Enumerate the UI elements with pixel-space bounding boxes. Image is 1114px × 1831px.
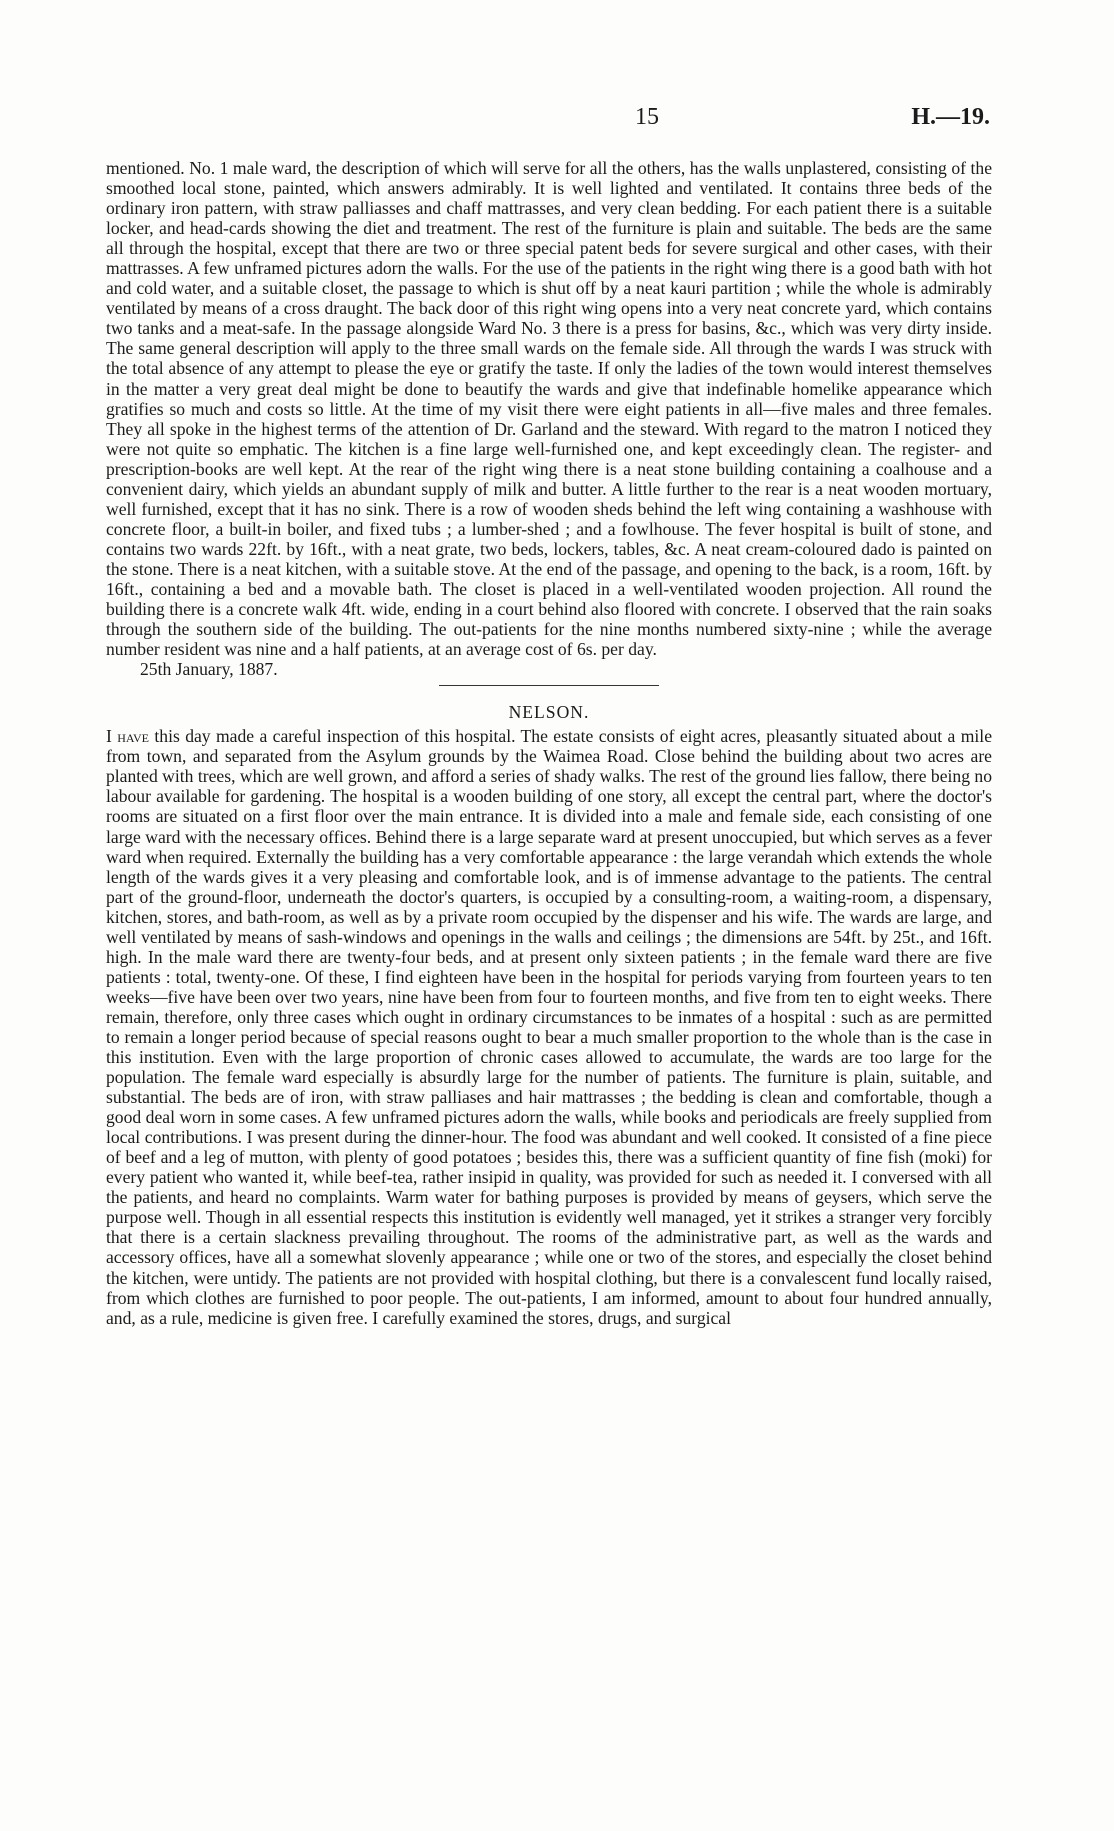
page-header [100,104,990,138]
section-heading-nelson: NELSON. [508,702,590,723]
document-reference: H.—19. [911,104,990,130]
section-divider [439,685,659,686]
opening-small-caps: I have [106,726,150,747]
report-date: 25th January, 1887. [140,659,278,680]
paragraph-hospital-description: mentioned. No. 1 male ward, the description of which will serve for all the others, has the walls unplastered, consisting of the smoothed local stone, painted, which answers admirably. It is well lighted and ventilated. It contains three beds of the ordinary iron pattern, with straw palliasses and chaff mattrasses, and very clean bedding. For each patient there is a suitable locker, and head-cards showing the diet and treatment. The rest of the furniture is plain and suitable. The beds are the same all through the hospital, except that there are two or three special patent beds for severe surgical and other cases, with their mattrasses. A few unframed pictures adorn the walls. For the use of the patients in the right wing there is a good bath with hot and cold water, and a suitable closet, the passage to which is shut off by a neat kauri partition ; while the whole is admirably ventilated by means of a cross draught. The back door of this right wing opens into a very neat concrete yard, which contains two tanks and a meat-safe. In the passage alongside Ward No. 3 there is a press for basins, &c., which was very dirty inside. The same general description will apply to the three small wards on the female side. All through the wards I was struck with the total absence of any attempt to please the eye or gratify the taste. If only the ladies of the town would interest themselves in the matter a very great deal might be done to beautify the wards and give that indefinable homelike appearance which gratifies so much and costs so little. At the time of my visit there were eight patients in all—five males and three females. They all spoke in the highest terms of the attention of Dr. Garland and the steward. With regard to the matron I noticed they were not quite so emphatic. The kitchen is a fine large well-furnished one, and kept exceedingly clean. The register- and prescription-books are well kept. At the rear of the right wing there is a neat stone building containing a coalhouse and a convenient dairy, which yields an abundant supply of milk and butter. A little further to the rear is a neat wooden mortuary, well furnished, except that it has no sink. There is a row of wooden sheds behind the left wing containing a washhouse with concrete floor, a built-in boiler, and fixed tubs ; a lumber-shed ; and a fowlhouse. The fever hospital is built of stone, and contains two wards 22ft. by 16ft., with a neat grate, two beds, lockers, tables, &c. A neat cream-coloured dado is painted on the stone. There is a neat kitchen, with a suitable stove. At the end of the passage, and opening to the back, is a room, 16ft. by 16ft., containing a bed and a movable bath. The closet is placed in a well-ventilated wooden projection. All round the building there is a concrete walk 4ft. wide, ending in a court behind also floored with concrete. I observed that the rain soaks through the southern side of the building. The out-patients for the nine months numbered sixty-nine ; while the average number resident was nine and a half patients, at an average cost of 6s. per day. [106,158,992,660]
page-number: 15 [635,104,659,130]
page-body [106,158,992,1328]
paragraph-nelson-report [106,726,992,1327]
nelson-report-text: this day made a careful inspection of this hospital. The estate consists of eight acres, pleasantly situated about a mile from town, and separated from the Asylum grounds by the Waimea Road. Close behind the building about two acres are planted with trees, which are well grown, and afford a series of shady walks. The rest of the ground lies fallow, there being no labour available for gardening. The hospital is a wooden building of one story, all except the central part, where the doctor's rooms are situated on a first floor over the main entrance. It is divided into a male and female side, each consisting of one large ward with the necessary offices. Behind there is a large separate ward at present unoccupied, but which serves as a fever ward when required. Externally the building has a very comfortable appearance : the large verandah which extends the whole length of the wards gives it a very pleasing and comfortable look, and is of immense advantage to the patients. The central part of the ground-floor, underneath the doctor's quarters, is occupied by a consulting-room, a waiting-room, a dispensary, kitchen, stores, and bath-room, as well as by a private room occupied by the dispenser and his wife. The wards are large, and well ventilated by means of sash-windows and openings in the walls and ceilings ; the dimensions are 54ft. by 25t., and 16ft. high. In the male ward there are twenty-four beds, and at present only sixteen patients ; in the female ward there are five patients : total, twenty-one. Of these, I find eighteen have been in the hospital for periods varying from fourteen years to ten weeks—five have been over two years, nine have been from four to fourteen months, and five from ten to eight weeks. There remain, therefore, only three cases which ought in ordinary circumstances to be inmates of a hospital : such as are permitted to remain a longer period because of special reasons ought to bear a much smaller proportion to the whole than is the case in this institution. Even with the large proportion of chronic cases allowed to accumulate, the wards are too large for the population. The female ward especially is absurdly large for the number of patients. The furniture is plain, suitable, and substantial. The beds are of iron, with straw palliases and hair mattrasses ; the bedding is clean and comfortable, though a good deal worn in some cases. A few unframed pictures adorn the walls, while books and periodicals are freely supplied from local contributions. I was present during the dinner-hour. The food was abundant and well cooked. It consisted of a fine piece of beef and a leg of mutton, with plenty of good potatoes ; besides this, there was a sufficient quantity of fine fish (moki) for every patient who wanted it, while beef-tea, rather insipid in quality, was provided for such as needed it. I conversed with all the patients, and heard no complaints. Warm water for bathing purposes is provided by means of geysers, which serve the purpose well. Though in all essential respects this institution is evidently well managed, yet it strikes a stranger very forcibly that there is a certain slackness prevailing throughout. The rooms of the administrative part, as well as the wards and accessory offices, have all a somewhat slovenly appearance ; while one or two of the stores, and especially the closet behind the kitchen, were untidy. The patients are not provided with hospital clothing, but there is a convalescent fund locally raised, from which clothes are furnished to poor people. The out-patients, I am informed, amount to about four hundred annually, and, as a rule, medicine is given free. I carefully examined the stores, drugs, and surgical [106,726,993,1328]
